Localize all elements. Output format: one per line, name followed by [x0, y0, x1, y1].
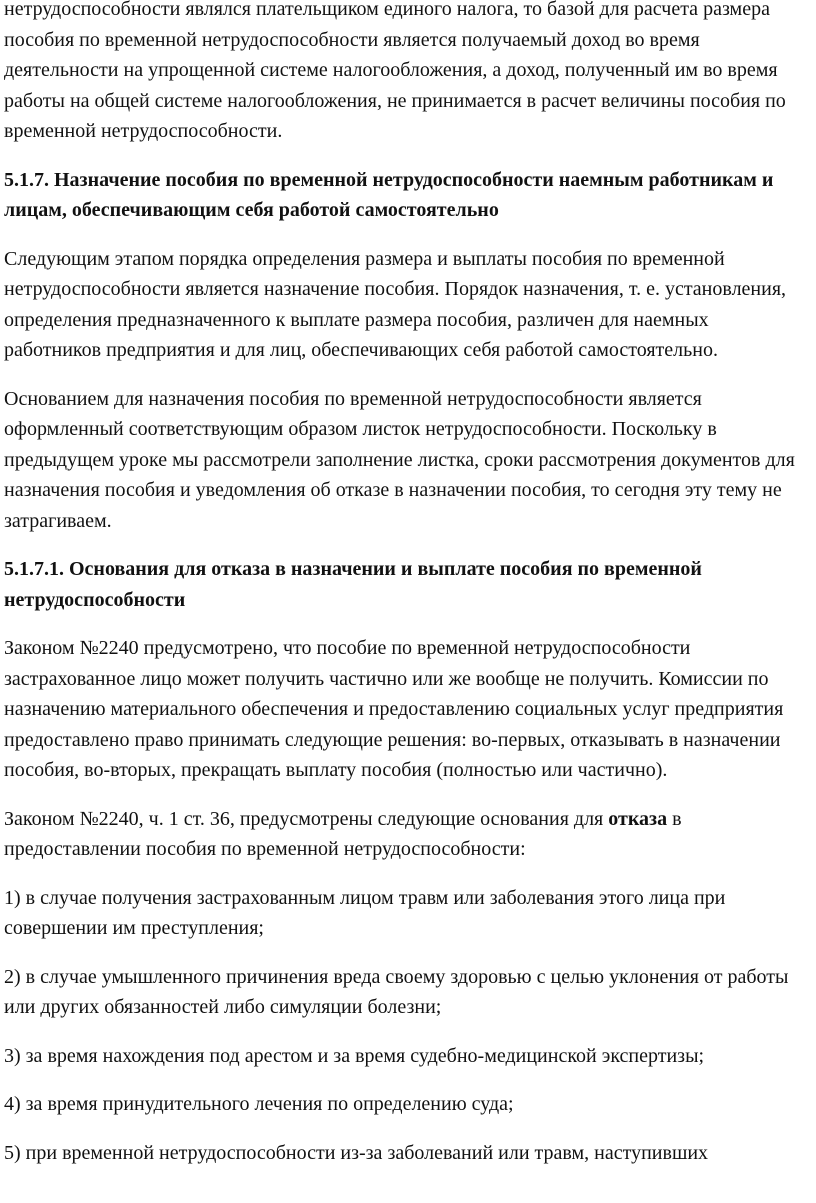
list-item-2: 2) в случае умышленного причинения вреда своему здоровью с целью уклонения от работы или других обязанностей либо симуляции болезни; — [4, 965, 789, 1018]
refusal-bold-word: отказа — [608, 807, 668, 830]
refusal-text-before: Законом №2240, ч. 1 ст. 36, предусмотрены следующие основания для — [4, 807, 609, 830]
paragraph-next-stage: Следующим этапом порядка определения размера и выплаты пособия по временной нетрудоспособности является назначение пособия. Порядок назначения, т. е. установления, определения предназначенного к выплате размера пособия, различен для наемных работников предприятия и для лиц, обеспечивающих себя работой самостоятельно. — [4, 247, 787, 361]
paragraph-intro: нетрудоспособности являлся плательщиком единого налога, то базой для расчета размера пособия по временной нетрудоспособности является получаемый доход во время деятельности на упрощенной системе налогообложения, а доход, полученный им во время работы на общей системе налогообложения, не принимается в расчет величины пособия по временной нетрудоспособности. — [4, 0, 786, 142]
section-heading-5-1-7: 5.1.7. Назначение пособия по временной нетрудоспособности наемным работникам и лицам, обеспечивающим себя работой самостоятельно — [4, 168, 774, 221]
list-item-1: 1) в случае получения застрахованным лицом травм или заболевания этого лица при совершении им преступления; — [4, 886, 726, 939]
section-heading-5-1-7-1: 5.1.7.1. Основания для отказа в назначении и выплате пособия по временной нетрудоспособности — [4, 558, 702, 611]
paragraph-law-2240: Законом №2240 предусмотрено, что пособие по временной нетрудоспособности застрахованное лицо может получить частично или же вообще не получить. Комиссии по назначению материального обеспечения и предоставлению социальных услуг предприятия предоставлено право принимать следующие решения: во-первых, отказывать в назначении пособия, во-вторых, прекращать выплату пособия (полностью или частично). — [4, 637, 784, 781]
paragraph-basis: Основанием для назначения пособия по временной нетрудоспособности является оформленный соответствующим образом листок нетрудоспособности. Поскольку в предыдущем уроке мы рассмотрели заполнение листка, сроки рассмотрения документов для назначения пособия и уведомления об отказе в назначении пособия, то сегодня эту тему не затрагиваем. — [4, 387, 795, 532]
list-item-3: 3) за время нахождения под арестом и за время судебно-медицинской экспертизы; — [4, 1044, 705, 1067]
refusal-text-after: в предоставлении пособия по временной нетрудоспособности: — [4, 807, 682, 860]
list-item-4: 4) за время принудительного лечения по определению суда; — [4, 1093, 514, 1115]
list-item-5: 5) при временной нетрудоспособности из-за заболеваний или травм, наступивших — [4, 1141, 709, 1164]
paragraph-refusal-grounds — [4, 804, 810, 865]
